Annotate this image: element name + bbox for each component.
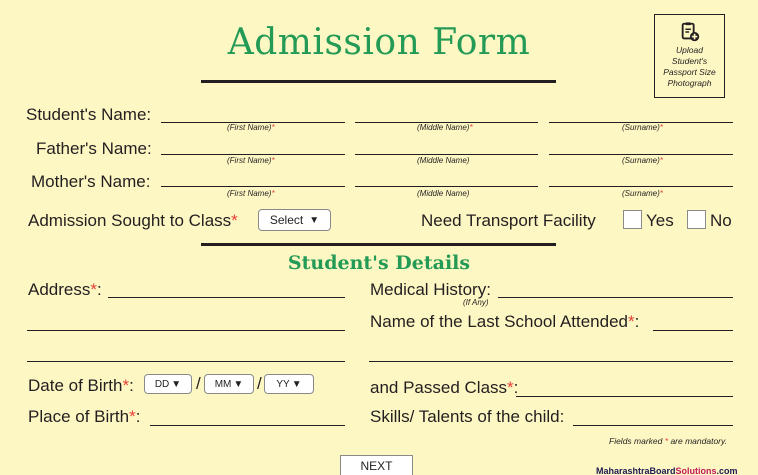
class-select-dropdown[interactable] [258,209,331,231]
student-middle-name-input[interactable] [355,103,538,123]
section-title: Student's Details [287,252,471,274]
admission-class-label: Admission Sought to Class* [28,211,238,230]
passed-class-label: and Passed Class*: [370,378,519,397]
mandatory-note: Fields marked * are mandatory. [609,436,727,446]
mother-middle-name-hint: (Middle Name) [417,189,470,198]
medical-history-label: Medical History: [370,280,491,299]
student-surname-input[interactable] [549,103,733,123]
chevron-down-icon: ▼ [291,378,302,390]
father-name-label: Father's Name: [36,139,152,158]
photo-upload-text-1: Upload [676,45,703,55]
chevron-down-icon: ▼ [233,378,244,390]
transport-yes-label: Yes [646,211,674,230]
upload-photo-icon [679,21,701,43]
skills-input[interactable] [573,406,733,426]
dob-slash-1: / [196,374,201,393]
chevron-down-icon: ▼ [171,378,182,390]
form-title: Admission Form [227,22,531,63]
dob-month-value: MM [214,378,232,390]
medical-history-hint: (If Any) [463,298,489,307]
passed-class-input[interactable] [516,377,733,397]
photo-upload-text-4: Photograph [667,78,712,88]
dob-day-value: DD [154,378,170,390]
mother-first-name-input[interactable] [161,167,345,187]
address-label: Address*: [28,280,102,299]
dob-year-value: YY [276,378,290,390]
mother-name-label: Mother's Name: [31,172,151,191]
transport-label: Need Transport Facility [421,211,596,230]
photo-upload-text-3: Passport Size [663,67,716,77]
section-divider [201,243,556,246]
dob-year-select[interactable] [264,374,314,394]
student-surname-hint: (Surname)* [622,123,663,132]
student-name-label: Student's Name: [26,105,152,124]
pob-label: Place of Birth*: [28,407,141,426]
dob-label: Date of Birth*: [28,376,134,395]
transport-no-label: No [710,211,732,230]
address-input-line-1[interactable] [108,278,345,298]
photo-upload-text-2: Student's [671,56,708,66]
next-button[interactable]: NEXT [340,455,413,475]
mother-middle-name-input[interactable] [355,167,538,187]
student-first-name-input[interactable] [161,103,345,123]
mother-surname-hint: (Surname)* [622,189,663,198]
student-first-name-hint: (First Name)* [227,123,275,132]
father-surname-hint: (Surname)* [622,156,663,165]
dob-month-select[interactable] [204,374,254,394]
father-middle-name-input[interactable] [355,135,538,155]
dob-slash-2: / [257,374,262,393]
last-school-input-line-2[interactable] [369,342,733,362]
last-school-input[interactable] [653,311,733,331]
medical-history-input[interactable] [498,278,733,298]
pob-input[interactable] [150,406,345,426]
photo-upload-button[interactable] [654,14,725,98]
transport-yes-checkbox[interactable] [623,210,642,229]
father-first-name-hint: (First Name)* [227,156,275,165]
dob-day-select[interactable] [144,374,192,394]
mother-first-name-hint: (First Name)* [227,189,275,198]
class-select-value: Select [269,213,304,227]
skills-label: Skills/ Talents of the child: [370,407,565,426]
transport-no-checkbox[interactable] [687,210,706,229]
address-input-line-3[interactable] [27,342,345,362]
chevron-down-icon: ▼ [309,214,320,226]
last-school-label: Name of the Last School Attended*: [370,312,640,331]
father-surname-input[interactable] [549,135,733,155]
address-input-line-2[interactable] [27,311,345,331]
student-middle-name-hint: (Middle Name)* [417,123,473,132]
title-underline [201,80,556,83]
mother-surname-input[interactable] [549,167,733,187]
father-middle-name-hint: (Middle Name) [417,156,470,165]
watermark: MaharashtraBoardSolutions.com [596,466,738,475]
father-first-name-input[interactable] [161,135,345,155]
